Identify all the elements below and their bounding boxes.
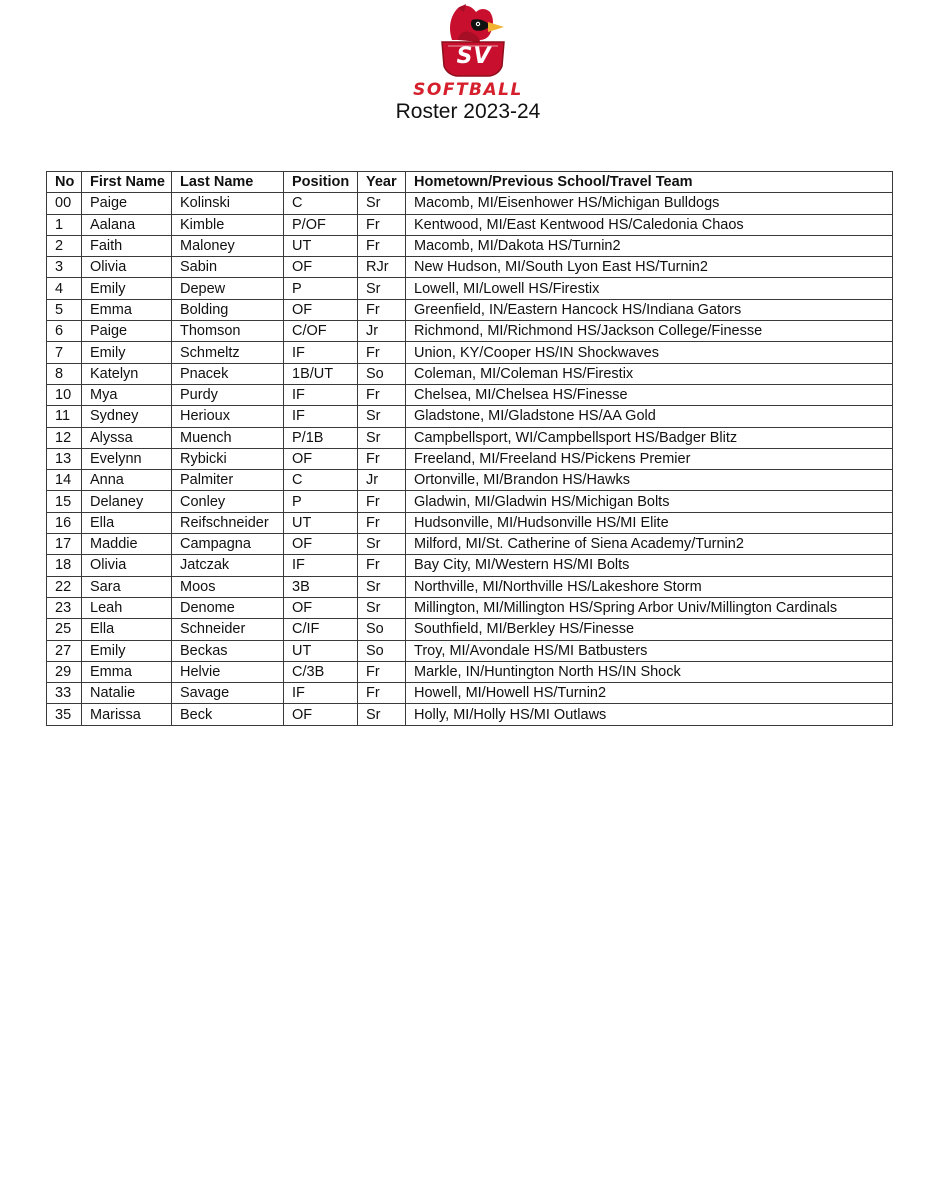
table-row — [47, 448, 893, 469]
cell-year: Sr — [358, 597, 406, 618]
table-row — [47, 321, 893, 342]
column-header-year: Year — [358, 172, 406, 193]
cell-hometown: Troy, MI/Avondale HS/MI Batbusters — [406, 640, 893, 661]
cell-last-name: Savage — [172, 683, 284, 704]
table-row — [47, 661, 893, 682]
cell-position: OF — [284, 597, 358, 618]
cell-first-name: Leah — [82, 597, 172, 618]
cell-hometown: Chelsea, MI/Chelsea HS/Finesse — [406, 384, 893, 405]
cell-year: So — [358, 640, 406, 661]
cell-first-name: Sara — [82, 576, 172, 597]
cell-last-name: Denome — [172, 597, 284, 618]
cell-number: 3 — [47, 257, 82, 278]
cell-year: Sr — [358, 534, 406, 555]
cell-number: 25 — [47, 619, 82, 640]
cell-hometown: New Hudson, MI/South Lyon East HS/Turnin2 — [406, 257, 893, 278]
cell-year: Fr — [358, 235, 406, 256]
table-row — [47, 384, 893, 405]
cell-last-name: Maloney — [172, 235, 284, 256]
cell-number: 6 — [47, 321, 82, 342]
cell-position: IF — [284, 384, 358, 405]
cell-number: 22 — [47, 576, 82, 597]
cell-year: Sr — [358, 704, 406, 725]
cell-last-name: Pnacek — [172, 363, 284, 384]
cell-hometown: Campbellsport, WI/Campbellsport HS/Badger Blitz — [406, 427, 893, 448]
cell-last-name: Conley — [172, 491, 284, 512]
cell-number: 00 — [47, 193, 82, 214]
cell-hometown: Richmond, MI/Richmond HS/Jackson College/Finesse — [406, 321, 893, 342]
cell-position: C/IF — [284, 619, 358, 640]
cell-last-name: Helvie — [172, 661, 284, 682]
cell-last-name: Palmiter — [172, 470, 284, 491]
roster-table — [46, 171, 893, 726]
cell-number: 16 — [47, 512, 82, 533]
table-row — [47, 555, 893, 576]
cell-last-name: Kimble — [172, 214, 284, 235]
cell-number: 1 — [47, 214, 82, 235]
cell-hometown: Markle, IN/Huntington North HS/IN Shock — [406, 661, 893, 682]
cell-first-name: Anna — [82, 470, 172, 491]
cell-first-name: Maddie — [82, 534, 172, 555]
cell-year: Fr — [358, 448, 406, 469]
cell-year: Jr — [358, 321, 406, 342]
cell-position: 3B — [284, 576, 358, 597]
cell-year: Sr — [358, 406, 406, 427]
cell-first-name: Aalana — [82, 214, 172, 235]
cell-hometown: Freeland, MI/Freeland HS/Pickens Premier — [406, 448, 893, 469]
cell-last-name: Campagna — [172, 534, 284, 555]
cell-last-name: Herioux — [172, 406, 284, 427]
cell-position: C/3B — [284, 661, 358, 682]
cell-number: 33 — [47, 683, 82, 704]
cell-number: 23 — [47, 597, 82, 618]
cell-last-name: Depew — [172, 278, 284, 299]
cell-year: Fr — [358, 491, 406, 512]
cell-number: 35 — [47, 704, 82, 725]
table-row — [47, 257, 893, 278]
table-row — [47, 619, 893, 640]
table-row — [47, 427, 893, 448]
table-row — [47, 640, 893, 661]
cell-hometown: Coleman, MI/Coleman HS/Firestix — [406, 363, 893, 384]
cell-hometown: Kentwood, MI/East Kentwood HS/Caledonia Chaos — [406, 214, 893, 235]
cell-position: UT — [284, 640, 358, 661]
table-row — [47, 235, 893, 256]
cell-position: OF — [284, 704, 358, 725]
cell-first-name: Ella — [82, 512, 172, 533]
roster-body — [47, 193, 893, 725]
cell-number: 13 — [47, 448, 82, 469]
cell-year: RJr — [358, 257, 406, 278]
table-row — [47, 299, 893, 320]
cell-first-name: Marissa — [82, 704, 172, 725]
cell-hometown: Ortonville, MI/Brandon HS/Hawks — [406, 470, 893, 491]
cell-year: Jr — [358, 470, 406, 491]
cell-number: 8 — [47, 363, 82, 384]
cell-year: Fr — [358, 299, 406, 320]
cell-hometown: Greenfield, IN/Eastern Hancock HS/Indiana Gators — [406, 299, 893, 320]
cell-number: 12 — [47, 427, 82, 448]
cell-position: P/OF — [284, 214, 358, 235]
cell-position: C — [284, 470, 358, 491]
cell-last-name: Sabin — [172, 257, 284, 278]
cell-last-name: Beck — [172, 704, 284, 725]
cell-year: Fr — [358, 342, 406, 363]
cell-position: OF — [284, 257, 358, 278]
sport-wordmark: SOFTBALL — [413, 80, 523, 100]
cell-position: IF — [284, 406, 358, 427]
table-row — [47, 512, 893, 533]
cell-first-name: Ella — [82, 619, 172, 640]
cell-first-name: Alyssa — [82, 427, 172, 448]
cell-year: Fr — [358, 683, 406, 704]
page-title: Roster 2023-24 — [395, 100, 541, 123]
cell-first-name: Evelynn — [82, 448, 172, 469]
cell-number: 4 — [47, 278, 82, 299]
cell-number: 5 — [47, 299, 82, 320]
cell-number: 18 — [47, 555, 82, 576]
table-row — [47, 193, 893, 214]
cell-position: IF — [284, 683, 358, 704]
cell-number: 10 — [47, 384, 82, 405]
cell-hometown: Union, KY/Cooper HS/IN Shockwaves — [406, 342, 893, 363]
cell-position: IF — [284, 555, 358, 576]
cell-year: Sr — [358, 193, 406, 214]
cell-hometown: Gladwin, MI/Gladwin HS/Michigan Bolts — [406, 491, 893, 512]
table-row — [47, 214, 893, 235]
cell-last-name: Moos — [172, 576, 284, 597]
cell-first-name: Olivia — [82, 555, 172, 576]
cell-first-name: Emily — [82, 278, 172, 299]
cell-position: OF — [284, 299, 358, 320]
cell-last-name: Muench — [172, 427, 284, 448]
table-row — [47, 576, 893, 597]
cell-first-name: Olivia — [82, 257, 172, 278]
cell-hometown: Southfield, MI/Berkley HS/Finesse — [406, 619, 893, 640]
table-row — [47, 342, 893, 363]
cell-year: Fr — [358, 214, 406, 235]
cell-hometown: Millington, MI/Millington HS/Spring Arbor Univ/Millington Cardinals — [406, 597, 893, 618]
cell-last-name: Jatczak — [172, 555, 284, 576]
cell-first-name: Emma — [82, 299, 172, 320]
cell-position: IF — [284, 342, 358, 363]
cell-year: So — [358, 363, 406, 384]
cell-position: UT — [284, 235, 358, 256]
cell-year: Sr — [358, 576, 406, 597]
cell-last-name: Kolinski — [172, 193, 284, 214]
table-row — [47, 704, 893, 725]
column-header-last-name: Last Name — [172, 172, 284, 193]
cell-last-name: Schmeltz — [172, 342, 284, 363]
cell-number: 29 — [47, 661, 82, 682]
cell-hometown: Milford, MI/St. Catherine of Siena Academy/Turnin2 — [406, 534, 893, 555]
cell-position: C — [284, 193, 358, 214]
cell-last-name: Bolding — [172, 299, 284, 320]
cell-position: OF — [284, 534, 358, 555]
cell-last-name: Purdy — [172, 384, 284, 405]
cell-first-name: Delaney — [82, 491, 172, 512]
cell-last-name: Thomson — [172, 321, 284, 342]
column-header-position: Position — [284, 172, 358, 193]
cell-position: C/OF — [284, 321, 358, 342]
cell-year: Fr — [358, 512, 406, 533]
cell-hometown: Macomb, MI/Dakota HS/Turnin2 — [406, 235, 893, 256]
cell-year: Fr — [358, 555, 406, 576]
cell-first-name: Emma — [82, 661, 172, 682]
column-header-hometown: Hometown/Previous School/Travel Team — [406, 172, 893, 193]
cell-hometown: Northville, MI/Northville HS/Lakeshore Storm — [406, 576, 893, 597]
cell-hometown: Howell, MI/Howell HS/Turnin2 — [406, 683, 893, 704]
cell-first-name: Faith — [82, 235, 172, 256]
cell-last-name: Beckas — [172, 640, 284, 661]
cell-hometown: Gladstone, MI/Gladstone HS/AA Gold — [406, 406, 893, 427]
cell-last-name: Reifschneider — [172, 512, 284, 533]
cell-first-name: Sydney — [82, 406, 172, 427]
cell-number: 7 — [47, 342, 82, 363]
cell-number: 15 — [47, 491, 82, 512]
cell-year: Sr — [358, 278, 406, 299]
cell-position: P — [284, 491, 358, 512]
column-header-first-name: First Name — [82, 172, 172, 193]
table-row — [47, 363, 893, 384]
table-row — [47, 683, 893, 704]
cell-hometown: Macomb, MI/Eisenhower HS/Michigan Bulldogs — [406, 193, 893, 214]
cell-hometown: Bay City, MI/Western HS/MI Bolts — [406, 555, 893, 576]
cell-last-name: Rybicki — [172, 448, 284, 469]
cell-number: 11 — [47, 406, 82, 427]
table-row — [47, 597, 893, 618]
cell-hometown: Lowell, MI/Lowell HS/Firestix — [406, 278, 893, 299]
cell-first-name: Paige — [82, 193, 172, 214]
cell-position: UT — [284, 512, 358, 533]
cell-number: 2 — [47, 235, 82, 256]
cell-first-name: Katelyn — [82, 363, 172, 384]
cell-first-name: Mya — [82, 384, 172, 405]
table-header-row — [47, 172, 893, 193]
cell-year: Fr — [358, 384, 406, 405]
cell-year: So — [358, 619, 406, 640]
cell-first-name: Paige — [82, 321, 172, 342]
cell-number: 14 — [47, 470, 82, 491]
table-row — [47, 278, 893, 299]
cell-year: Sr — [358, 427, 406, 448]
cell-position: P/1B — [284, 427, 358, 448]
table-row — [47, 491, 893, 512]
table-row — [47, 406, 893, 427]
cell-number: 27 — [47, 640, 82, 661]
column-header-no: No — [47, 172, 82, 193]
cell-year: Fr — [358, 661, 406, 682]
cell-hometown: Holly, MI/Holly HS/MI Outlaws — [406, 704, 893, 725]
cell-number: 17 — [47, 534, 82, 555]
logo-monogram: SV — [456, 44, 492, 69]
table-row — [47, 470, 893, 491]
cell-position: P — [284, 278, 358, 299]
cell-position: 1B/UT — [284, 363, 358, 384]
cell-first-name: Emily — [82, 342, 172, 363]
team-logo — [408, 0, 538, 78]
table-row — [47, 534, 893, 555]
cell-first-name: Natalie — [82, 683, 172, 704]
cell-position: OF — [284, 448, 358, 469]
cell-last-name: Schneider — [172, 619, 284, 640]
cell-hometown: Hudsonville, MI/Hudsonville HS/MI Elite — [406, 512, 893, 533]
cell-first-name: Emily — [82, 640, 172, 661]
